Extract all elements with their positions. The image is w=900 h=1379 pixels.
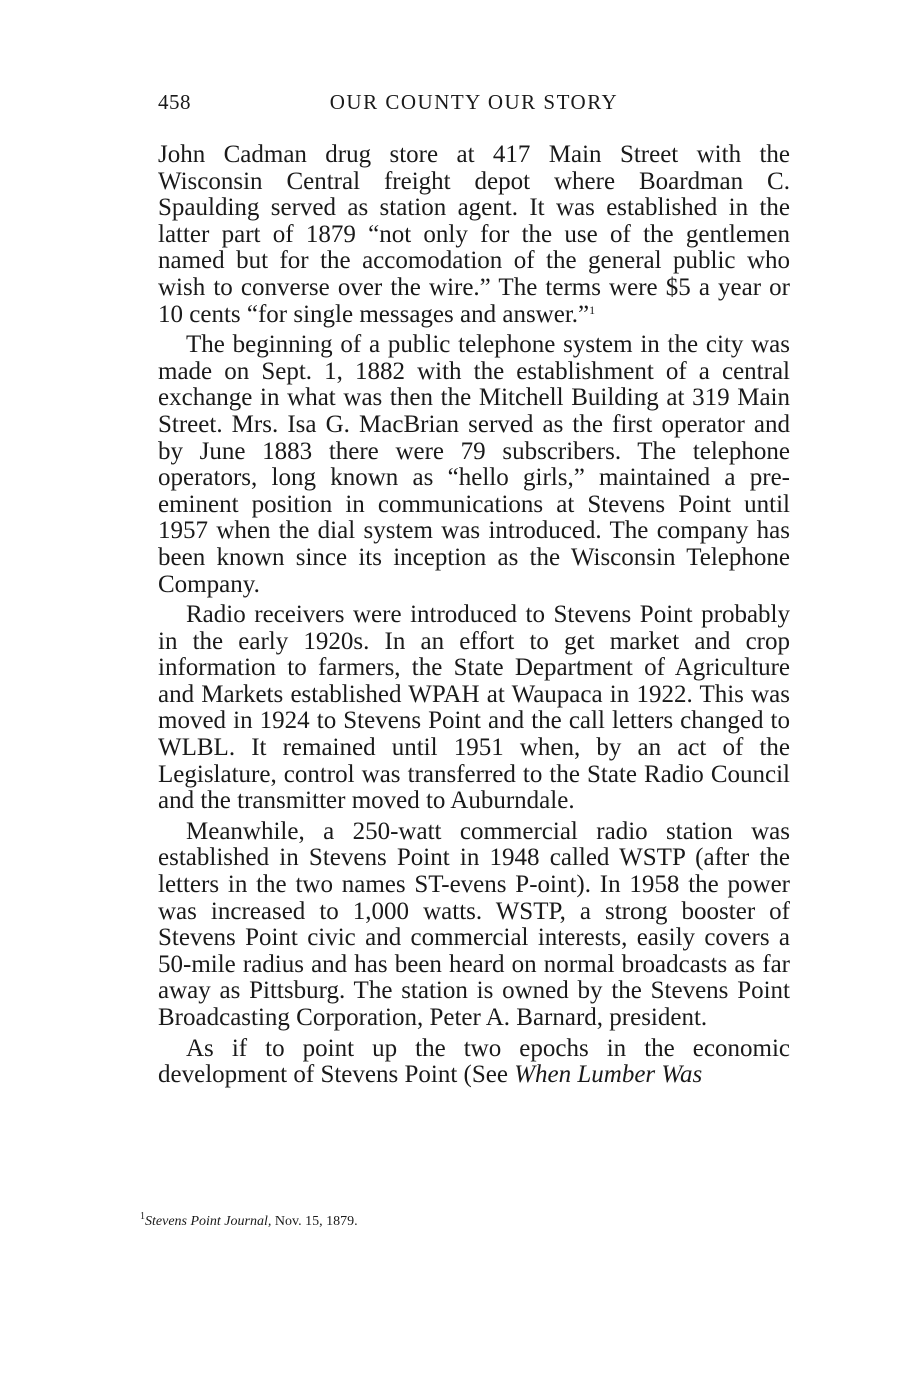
paragraph-text: As if to point up the two epochs in the economic development of Stevens Point (See	[158, 1034, 790, 1089]
page-header	[158, 90, 790, 120]
paragraph-text: John Cadman drug store at 417 Main Street with the Wisconsin Central freight depot where Boardman C. Spaulding served as station agent. It was established in the latter part of 1879 “not only for the use of the gentlemen named but for the accomodation of the general public who wish to converse over the wire.” The terms were $5 a year or 10 cents “for single messages and answer.”	[158, 141, 790, 328]
paragraph-text: Meanwhile, a 250-watt commercial radio station was established in Stevens Point in 1948 called WSTP (after the letters in the two names ST-evens P-oint). In 1958 the power was increased to 1,000 watts. WSTP, a strong booster of Stevens Point civic and commercial interests, easily covers a 50-mile radius and has been heard on normal broadcasts as far away as Pittsburg. The station is owned by the Stevens Point Broadcasting Corporation, Peter A. Barnard, president.	[158, 817, 790, 1031]
paragraph-text: The beginning of a public telephone system in the city was made on Sept. 1, 1882 with the establishment of a central exchange in what was then the Mitchell Building at 319 Main Street. Mrs. Isa G. MacBrian served as the first operator and by June 1883 there were 79 subscribers. The telephone operators, long known as “hello girls,” maintained a pre-eminent position in communications at Stevens Point until 1957 when the dial system was introduced. The company has been known since its inception as the Wisconsin Telephone Company.	[158, 331, 790, 598]
paragraph-telephone	[158, 332, 790, 598]
running-head: OUR COUNTY OUR STORY	[329, 90, 619, 114]
footnote-reference: 1	[589, 302, 596, 317]
body-text	[158, 142, 790, 1093]
paragraph-epochs	[158, 1036, 790, 1089]
paragraph-telegraph	[158, 142, 790, 328]
italic-title: When Lumber Was	[514, 1061, 703, 1089]
paragraph-text: Radio receivers were introduced to Stevens Point probably in the early 1920s. In an effort to get market and crop information to farmers, the State Department of Agriculture and Markets established WPAH at Waupaca in 1922. This was moved in 1924 to Stevens Point and the call letters changed to WLBL. It remained until 1951 when, by an act of the Legislature, control was transferred to the State Radio Council and the transmitter moved to Auburndale.	[158, 601, 790, 815]
footnote-marker: 1	[140, 1211, 145, 1222]
footnote	[140, 1212, 790, 1232]
paragraph-wstp	[158, 819, 790, 1032]
footnote-citation: Nov. 15, 1879.	[271, 1214, 358, 1229]
footnote-source: Stevens Point Journal,	[145, 1214, 272, 1229]
paragraph-radio	[158, 602, 790, 815]
page-number: 458	[158, 90, 191, 114]
